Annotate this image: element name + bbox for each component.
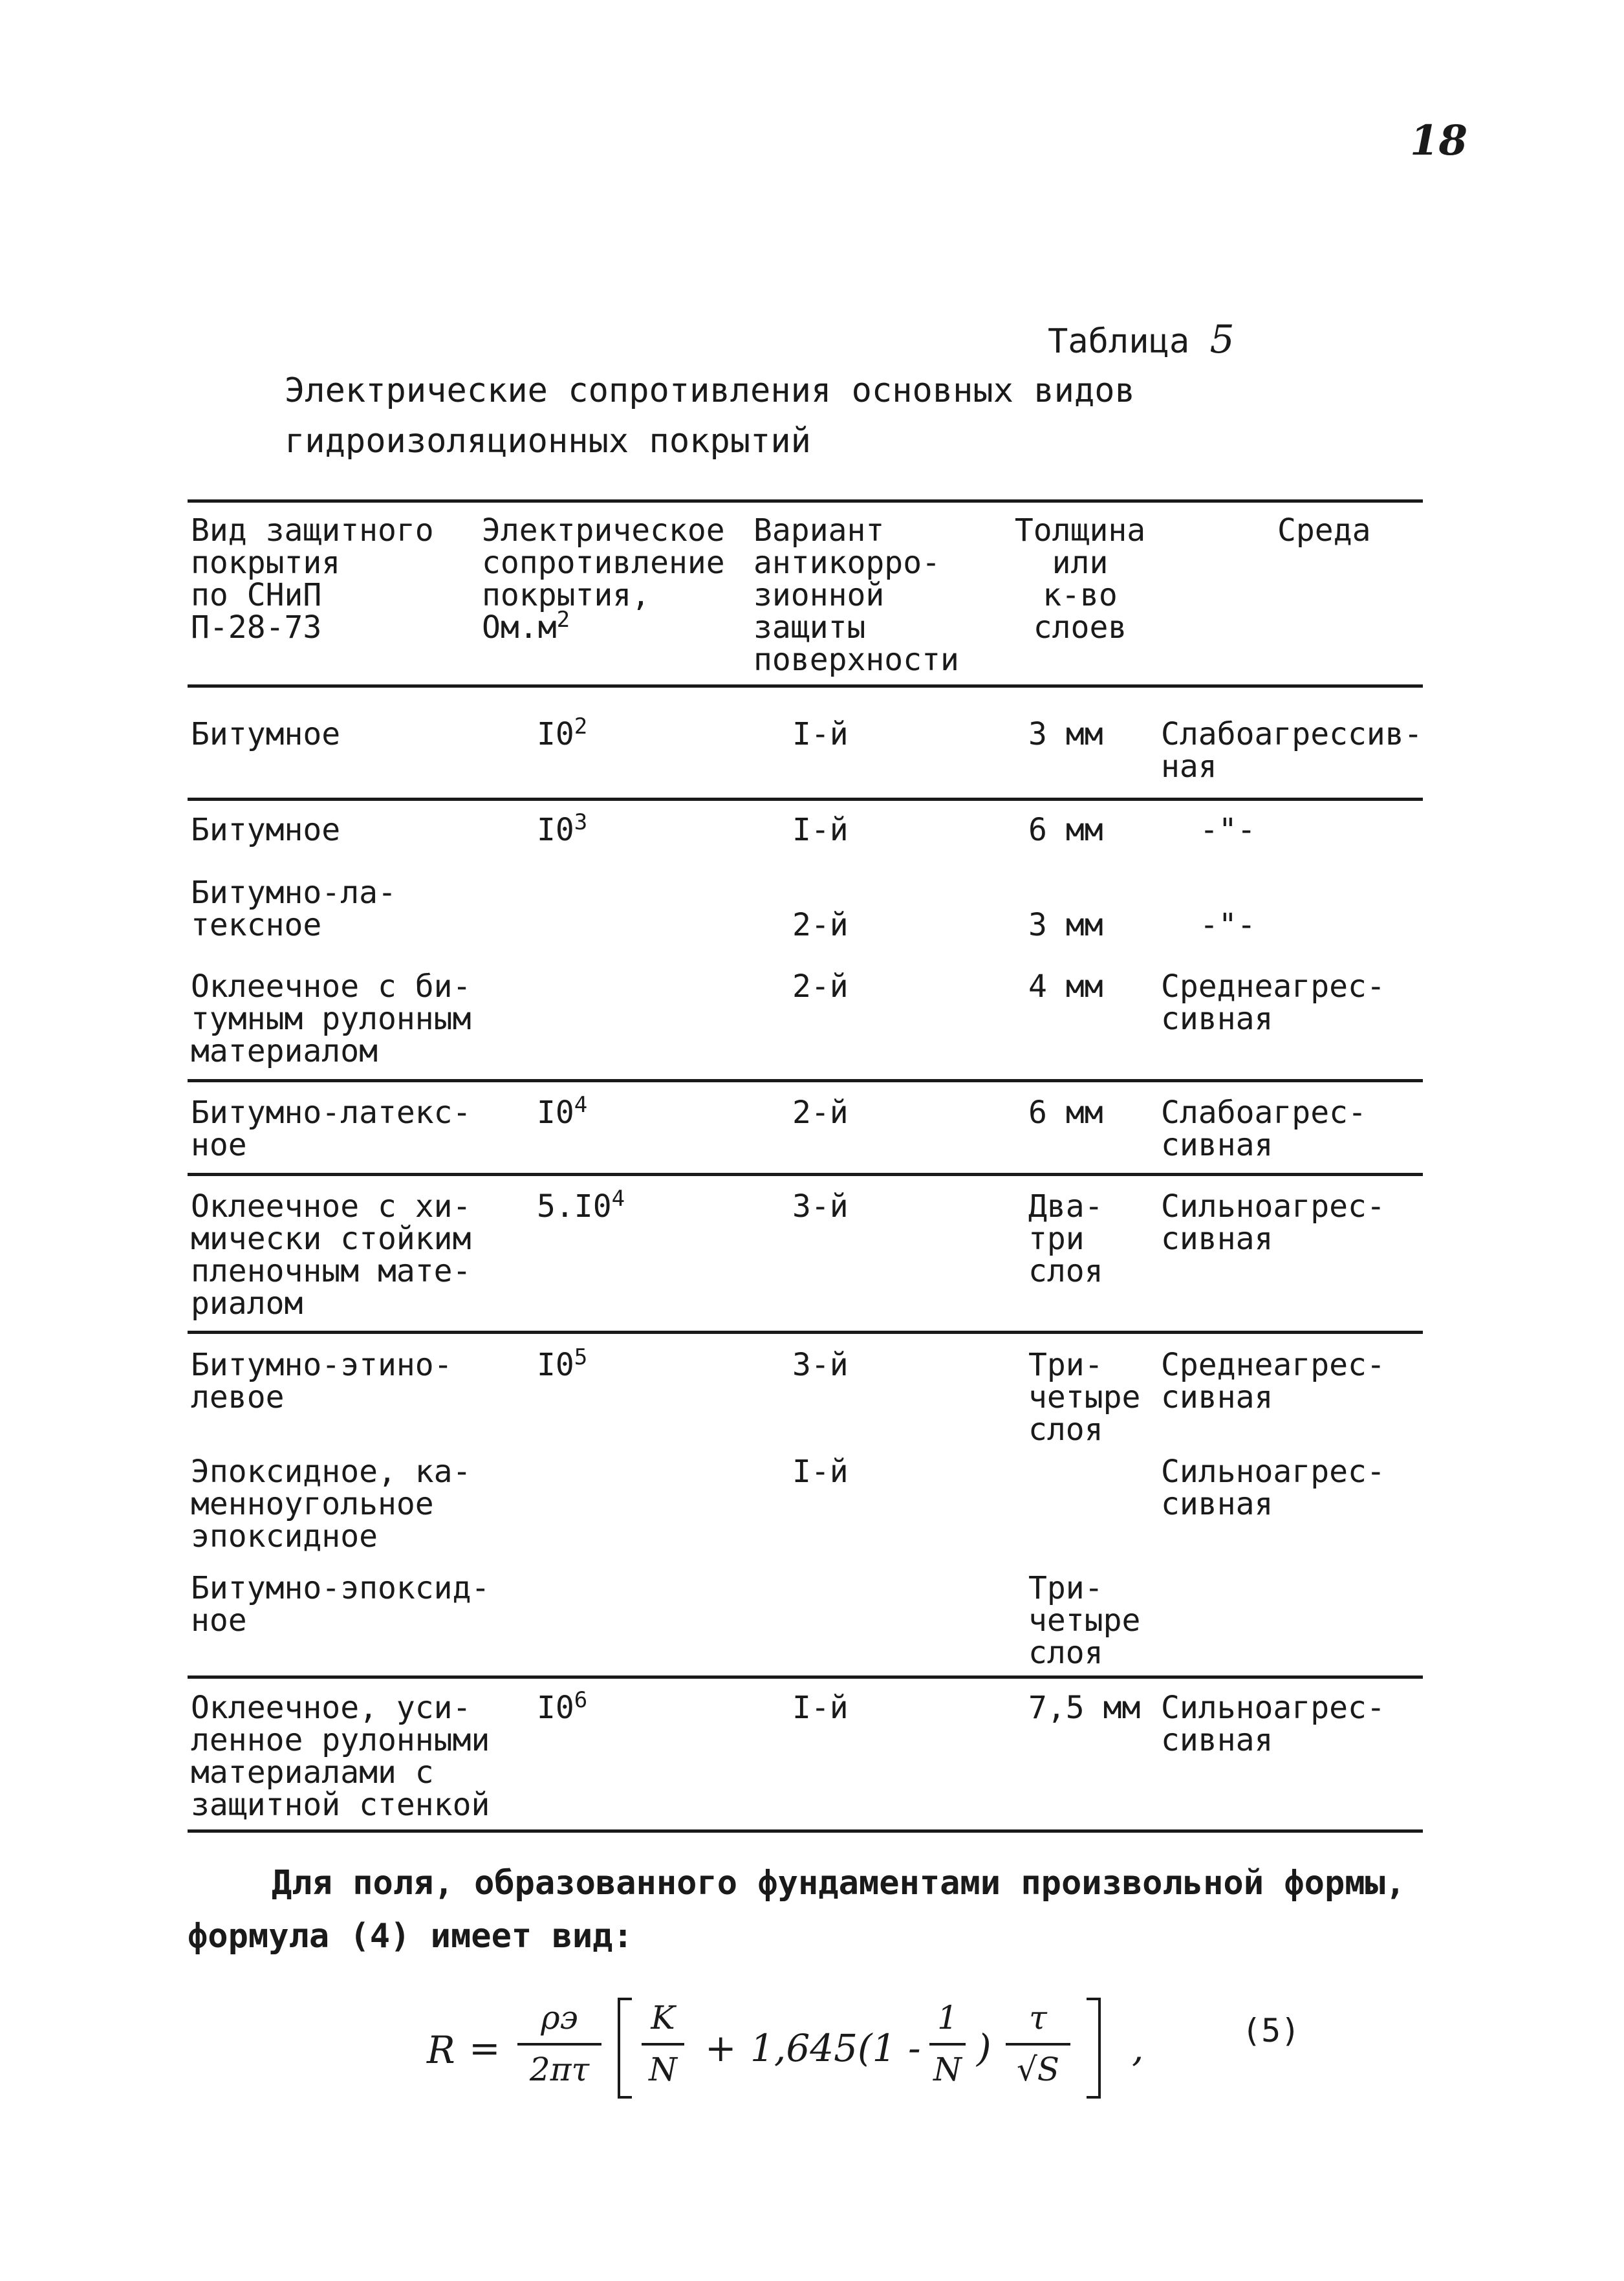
row-medium: Среднеагрес- сивная <box>1161 1347 1385 1415</box>
formula-coef: 1,645(1 - <box>750 2026 921 2070</box>
formula-lhs: R <box>427 2028 455 2072</box>
row-medium: Сильноагрес- сивная <box>1161 1454 1385 1522</box>
row-thickness: 4 мм <box>1028 968 1103 1005</box>
row-thickness: Два- три слоя <box>1028 1188 1103 1289</box>
formula-frac-1n-bar <box>929 2043 966 2046</box>
row-coating-type: Оклеечное с хи- мически стойким пленочным мате- риалом <box>191 1188 471 1322</box>
row-resistance <box>537 809 588 848</box>
row-resistance <box>537 1186 625 1225</box>
row-coating-type: Битумное <box>191 812 341 848</box>
table-title <box>285 366 1135 466</box>
row-thickness: 7,5 мм <box>1028 1690 1141 1726</box>
row-variant: I-й <box>792 812 849 848</box>
table-number: 5 <box>1209 317 1235 362</box>
page-number: 18 <box>1410 116 1468 165</box>
row-coating-type: Битумно-эпоксид- ное <box>191 1570 490 1639</box>
formula-right-bracket <box>1087 1998 1101 2099</box>
resistance-base: 5.I0 <box>537 1188 612 1225</box>
formula-frac1-num: ρэ <box>541 1999 578 2036</box>
table-bottom-rule <box>188 1829 1423 1833</box>
formula-frac1-den: 2πτ <box>529 2051 590 2088</box>
row-coating-type: Битумно-латекс- ное <box>191 1095 471 1163</box>
row-variant: 3-й <box>792 1188 849 1225</box>
row-medium: Среднеагрес- сивная <box>1161 968 1385 1037</box>
row-medium: -"- <box>1200 907 1256 943</box>
header-resistance-sup: 2 <box>556 607 570 633</box>
row-thickness: Три- четыре слоя <box>1028 1347 1141 1448</box>
formula-5 <box>414 1992 1319 2096</box>
row-thickness: 3 мм <box>1028 907 1103 943</box>
table-title-line1: Электрические сопротивления основных видов <box>285 371 1135 410</box>
resistance-exp: 4 <box>574 1092 588 1118</box>
formula-close-paren: ) <box>977 2026 991 2070</box>
table-top-rule <box>188 499 1423 503</box>
formula-n2: N <box>933 2051 962 2088</box>
equation-number: (5) <box>1242 2012 1301 2049</box>
header-medium: Среда <box>1277 512 1371 549</box>
row-variant: I-й <box>792 716 849 752</box>
row-coating-type: Эпоксидное, ка- менноугольное эпоксидное <box>191 1454 471 1555</box>
resistance-exp: 6 <box>574 1687 588 1713</box>
formula-one: 1 <box>937 1999 958 2036</box>
row-resistance <box>537 1092 588 1131</box>
row-variant: I-й <box>792 1690 849 1726</box>
row-medium: Сильноагрес- сивная <box>1161 1188 1385 1257</box>
formula-n1: N <box>649 2051 677 2088</box>
table-label <box>1048 317 1235 362</box>
formula-left-bracket <box>618 1998 632 2099</box>
resistance-exp: 5 <box>574 1344 588 1370</box>
table-label-text: Таблица <box>1048 322 1190 361</box>
row-divider <box>188 1079 1423 1082</box>
resistance-exp: 2 <box>574 714 588 739</box>
header-bottom-rule <box>188 684 1423 688</box>
row-coating-type: Битумно-этино- левое <box>191 1347 453 1415</box>
row-resistance <box>537 1344 588 1383</box>
formula-frac1-bar <box>517 2043 601 2046</box>
row-divider <box>188 1331 1423 1334</box>
row-divider <box>188 1675 1423 1679</box>
row-resistance <box>537 1687 588 1726</box>
row-medium: Слабоагрессив- ная <box>1161 716 1423 785</box>
resistance-base: I0 <box>537 1690 574 1726</box>
row-thickness: 3 мм <box>1028 716 1103 752</box>
header-variant: Вариант антикорро- зионной защиты поверхности <box>753 512 959 678</box>
row-variant: I-й <box>792 1454 849 1490</box>
row-coating-type: Битумно-ла- тексное <box>191 875 396 943</box>
row-resistance <box>537 714 588 752</box>
row-medium: Слабоагрес- сивная <box>1161 1095 1367 1163</box>
formula-frac2-den: √S <box>1016 2051 1060 2088</box>
formula-equals: = <box>469 2026 501 2070</box>
row-variant: 2-й <box>792 907 849 943</box>
resistance-base: I0 <box>537 1347 574 1383</box>
row-medium: Сильноагрес- сивная <box>1161 1690 1385 1758</box>
row-medium: -"- <box>1200 812 1256 848</box>
header-thickness: Толщина или к-во слоев <box>1014 512 1146 646</box>
row-variant: 3-й <box>792 1347 849 1383</box>
row-variant: 2-й <box>792 968 849 1005</box>
body-paragraph: Для поля, образованного фундаментами произвольной формы, формула (4) имеет вид: <box>188 1864 1406 1956</box>
row-coating-type: Битумное <box>191 716 341 752</box>
row-divider <box>188 1173 1423 1176</box>
formula-k: K <box>651 1999 675 2036</box>
row-coating-type: Оклеечное с би- тумным рулонным материалом <box>191 968 471 1069</box>
header-resistance-text: Электрическое сопротивление покрытия, Ом.м <box>482 512 725 646</box>
resistance-base: I0 <box>537 716 574 752</box>
resistance-exp: 3 <box>574 809 588 835</box>
formula-comma: , <box>1132 2026 1144 2070</box>
formula-frac2-num: τ <box>1029 1999 1047 2036</box>
row-thickness: Три- четыре слоя <box>1028 1570 1141 1671</box>
row-coating-type: Оклеечное, уси- ленное рулонными материалами с защитной стенкой <box>191 1690 490 1823</box>
formula-plus: + <box>705 2026 737 2070</box>
row-thickness: 6 мм <box>1028 1095 1103 1131</box>
header-coating-type: Вид защитного покрытия по СНиП П-28-73 <box>191 512 434 646</box>
formula-frac2-bar <box>1006 2043 1070 2046</box>
header-resistance <box>482 514 725 644</box>
resistance-exp: 4 <box>611 1186 625 1212</box>
formula-frac-k-bar <box>642 2043 684 2046</box>
table-title-line2: гидроизоляционных покрытий <box>285 422 811 461</box>
row-divider <box>188 798 1423 801</box>
row-variant: 2-й <box>792 1095 849 1131</box>
resistance-base: I0 <box>537 1095 574 1131</box>
row-thickness: 6 мм <box>1028 812 1103 848</box>
resistance-base: I0 <box>537 812 574 848</box>
